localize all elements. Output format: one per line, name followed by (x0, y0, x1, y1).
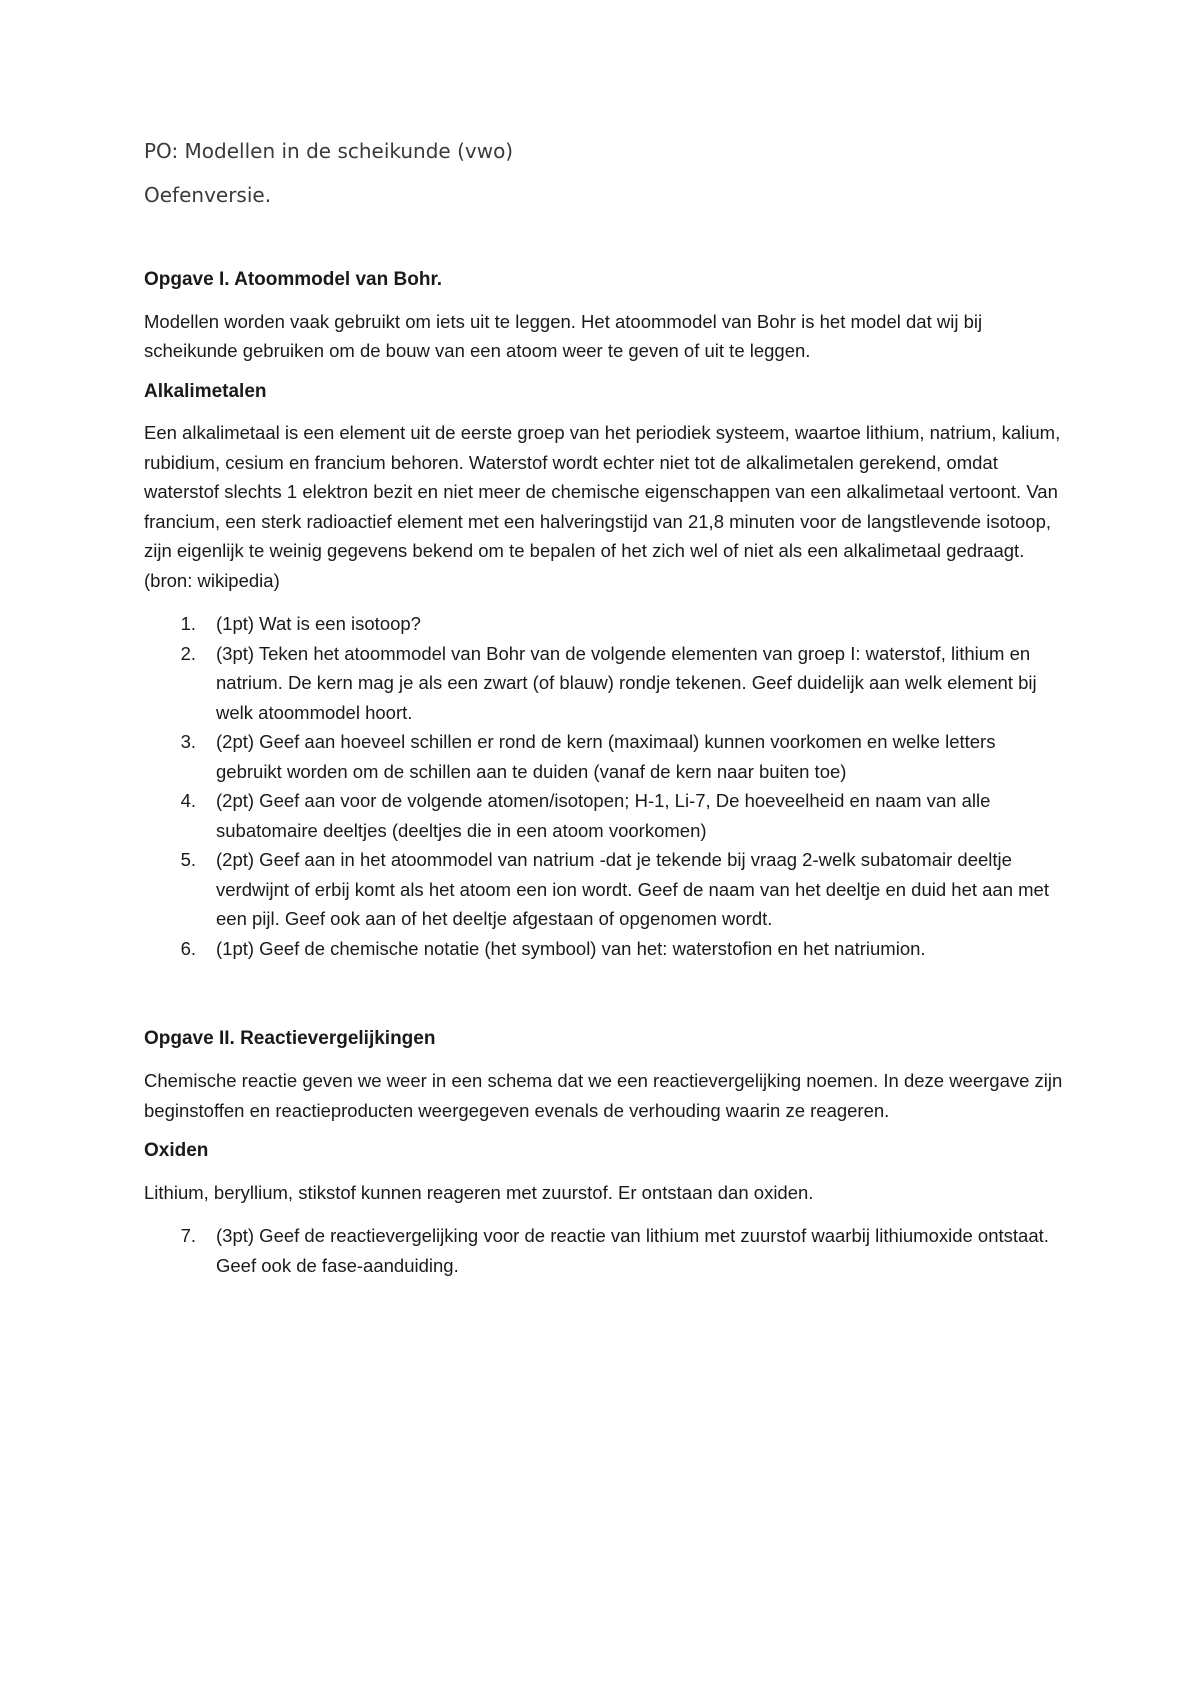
question-item (144, 727, 1064, 786)
question-text: (1pt) Geef de chemische notatie (het symbool) van het: waterstofion en het natriumion. (216, 937, 926, 959)
question-text: (3pt) Geef de reactievergelijking voor de reactie van lithium met zuurstof waarbij lithiumoxide ontstaat. Geef ook de fase-aanduiding. (216, 1225, 1049, 1276)
question-text: (2pt) Geef aan in het atoommodel van natrium -dat je tekende bij vraag 2-welk subatomair deeltje verdwijnt of erbij komt als het atoom een ion wordt. Geef de naam van het deeltje en duid het aan met een pijl. Geef ook aan of het deeltje afgestaan of opgenomen wordt. (216, 849, 1049, 930)
question-text: (1pt) Wat is een isotoop? (216, 613, 421, 635)
subsection-heading: Oxiden (144, 1140, 209, 1162)
question-item (144, 845, 1064, 934)
question-text: (2pt) Geef aan voor de volgende atomen/isotopen; H-1, Li-7, De hoeveelheid en naam van alle subatomaire deeltjes (deeltjes die in een atoom voorkomen) (216, 790, 991, 841)
section-intro: Chemische reactie geven we weer in een schema dat we een reactievergelijking noemen. In deze weergave zijn beginstoffen en reactieproducten weergegeven evenals de verhouding waarin ze reageren. (144, 1070, 1063, 1121)
question-number: 3. (180, 731, 196, 753)
section-heading: Opgave I. Atoommodel van Bohr. (144, 269, 443, 290)
document-subtitle: Oefenversie. (144, 183, 272, 207)
section-opgave-1 (144, 268, 1064, 963)
question-text: (2pt) Geef aan hoeveel schillen er rond de kern (maximaal) kunnen voorkomen en welke letters gebruikt worden om de schillen aan te duiden (vanaf de kern naar buiten toe) (216, 731, 996, 782)
question-list (144, 1221, 1064, 1280)
question-number: 4. (180, 790, 196, 812)
section-intro: Modellen worden vaak gebruikt om iets uit te leggen. Het atoommodel van Bohr is het model dat wij bij scheikunde gebruiken om de bouw van een atoom weer te geven of uit te leggen. (144, 310, 983, 362)
question-number: 5. (180, 849, 196, 871)
question-number: 1. (180, 613, 196, 635)
question-number: 7. (180, 1225, 196, 1247)
question-text: (3pt) Teken het atoommodel van Bohr van de volgende elementen van groep I: waterstof, lithium en natrium. De kern mag je als een zwart (of blauw) rondje tekenen. Geef duidelijk aan welk element bij welk atoommodel hoort. (216, 642, 1037, 723)
section-heading: Opgave II. Reactievergelijkingen (144, 1028, 436, 1050)
question-list (144, 609, 1064, 963)
document-title: PO: Modellen in de scheikunde (vwo) (144, 139, 514, 163)
question-item (144, 1221, 1064, 1280)
question-number: 2. (180, 642, 196, 664)
question-number: 6. (180, 937, 196, 959)
question-item (144, 609, 1064, 639)
section-opgave-2 (144, 1027, 1064, 1280)
section-spacer (144, 977, 1064, 1027)
document-page (144, 138, 1064, 1294)
body-paragraph: Een alkalimetaal is een element uit de eerste groep van het periodiek systeem, waartoe lithium, natrium, kalium, rubidium, cesium en francium behoren. Waterstof wordt echter niet tot de alkalimetalen gerekend, omdat waterstof slechts 1 elektron bezit en niet meer de chemische eigenschappen van een alkalimetaal vertoont. Van francium, een sterk radioactief element met een halveringstijd van 21,8 minuten voor de langstlevende isotoop, zijn eigenlijk te weinig gegevens bekend om te bepalen of het zich wel of niet als een alkalimetaal gedraagt. (bron: wikipedia) (144, 422, 1061, 591)
question-item (144, 786, 1064, 845)
question-item (144, 934, 1064, 964)
subsection-heading: Alkalimetalen (144, 380, 267, 402)
question-item (144, 639, 1064, 728)
body-paragraph: Lithium, beryllium, stikstof kunnen reageren met zuurstof. Er ontstaan dan oxiden. (144, 1181, 814, 1203)
